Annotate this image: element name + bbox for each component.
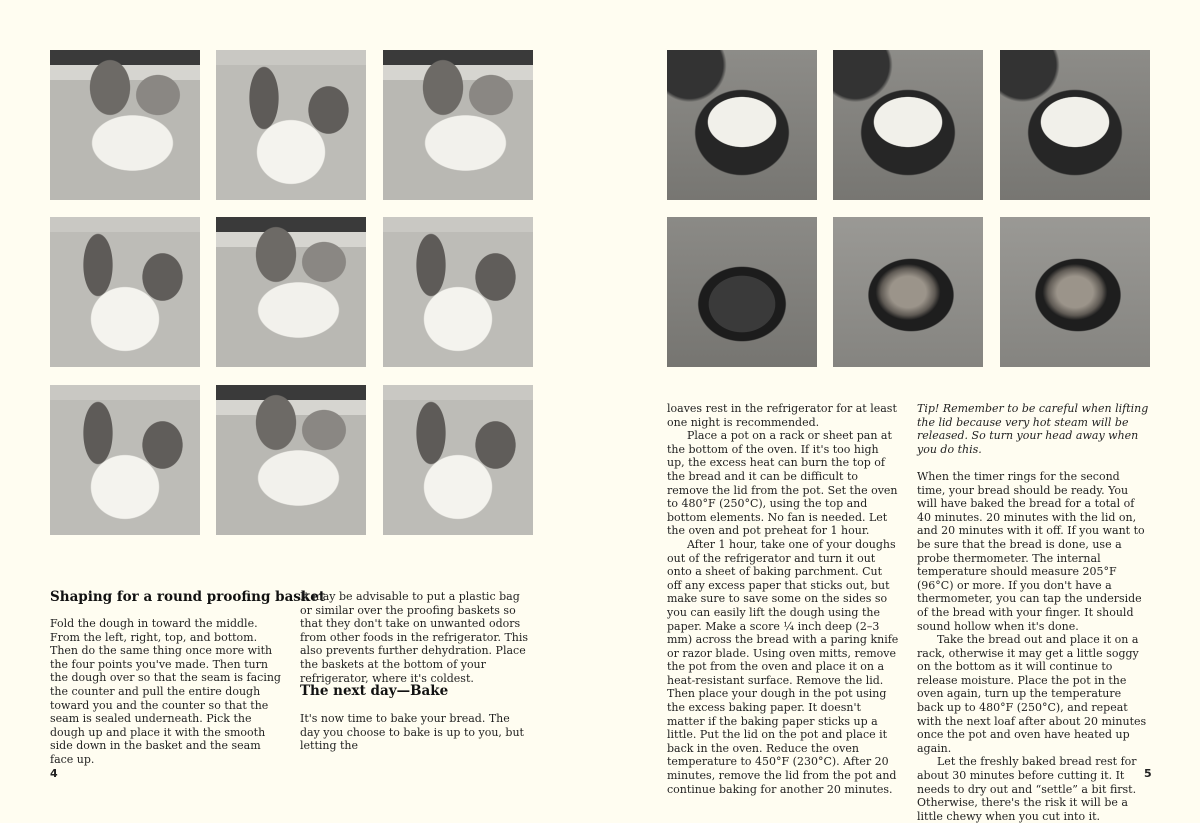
paragraph: Let the freshly baked bread rest for about 30 minutes before cutting it. It needs to dry out and “settle” a bit first. Otherwise, there's the risk it will be a little chewy when you cut into it. xyxy=(917,755,1137,823)
tip-callout: Tip! Remember to be careful when lifting the lid because very hot steam will be released. So turn your head away when you do this. xyxy=(917,402,1149,456)
paragraph: It may be advisable to put a plastic bag or similar over the proofing baskets so that they don't take on unwanted odors from other foods in the refrigerator. This also prevents further dehydration. Place the baskets at the bottom of your refrigerator, where it's coldest. xyxy=(300,590,529,685)
photo-dough-fold-2 xyxy=(216,50,366,200)
photo-dough-pan xyxy=(833,50,983,200)
photo-scoring-dough xyxy=(1000,50,1150,200)
photo-lid-loaf xyxy=(833,217,983,367)
paragraph: Place a pot on a rack or sheet pan at the bottom of the oven. If it's too high up, the excess heat can burn the top of the bread and it can be difficult to remove the lid from the pot. Set the oven to 480°F (250°C), using the top and bottom elements. No fan is needed. Let the oven and pot preheat for 1 hour. xyxy=(667,429,898,538)
paragraph: Take the bread out and place it on a rack, otherwise it may get a little soggy on the bottom as it will continue to release moisture. Place the pot in the oven again, turn up the temperature back up to 480°F (250°C), and repeat with the next loaf after about 20 minutes once the pot and oven have heated up again. xyxy=(917,633,1147,755)
paragraph: After 1 hour, take one of your doughs out of the refrigerator and turn it out onto a sheet of baking parchment. Cut off any excess paper that sticks out, but make sure to save some on the sides so you can easily lift the dough using the paper. Make a score ¼ inch deep (2–3 mm) across the bread with a paring knife or razor blade. Using oven mitts, remove the pot from the oven and place it on a heat-resistant surface. Remove the lid. Then place your dough in the pot using the excess baking paper. It doesn't matter if the baking paper sticks up a little. Put the lid on the pot and place it back in the oven. Reduce the oven temperature to 450°F (230°C). After 20 minutes, remove the lid from the pot and continue baking for another 20 minutes. xyxy=(667,537,899,796)
paragraph: Fold the dough in toward the middle. From the left, right, top, and bottom. Then do the same thing once more with the four points you've made. Then turn the dough over so that the seam is facing the counter and pull the entire dough toward you and the counter so that the seam is sealed underneath. Pick the dough up and place it with the smooth side down in the basket and the seam face up. xyxy=(50,617,281,766)
text-column-finishing xyxy=(917,402,1149,823)
page-number-left: 4 xyxy=(50,767,58,780)
left-page xyxy=(0,0,600,800)
photo-dough-fold-5 xyxy=(216,217,366,367)
right-page xyxy=(600,0,1200,823)
photo-dough-round-9 xyxy=(383,385,533,535)
paragraph: It's now time to bake your bread. The day you choose to bake is up to you, but letting the xyxy=(300,712,524,753)
text-column-shaping xyxy=(50,617,282,767)
photo-pot xyxy=(667,217,817,367)
text-column-refrigerate xyxy=(300,590,532,685)
section-heading-next-day: The next day—Bake xyxy=(300,683,449,699)
text-column-baking-steps xyxy=(667,402,899,796)
photo-baked-loaf xyxy=(1000,217,1150,367)
photo-dough-round-7 xyxy=(50,385,200,535)
photo-basket-pan xyxy=(667,50,817,200)
paragraph: When the timer rings for the second time, your bread should be ready. You will have baked the bread for a total of 40 minutes. 20 minutes with the lid on, and 20 minutes with it off. If you want to be sure that the bread is done, use a probe thermometer. The internal temperature should measure 205°F (96°C) or more. If you don't have a thermometer, you can tap the underside of the bread with your finger. It should sound hollow when it's done. xyxy=(917,469,1145,633)
photo-dough-fold-6 xyxy=(383,217,533,367)
paragraph: loaves rest in the refrigerator for at least one night is recommended. xyxy=(667,402,897,429)
photo-dough-fold-1 xyxy=(50,50,200,200)
text-column-bake xyxy=(300,712,532,753)
photo-dough-fold-4 xyxy=(50,217,200,367)
photo-dough-round-8 xyxy=(216,385,366,535)
section-heading-shaping: Shaping for a round proofing basket xyxy=(50,589,326,605)
page-number-right: 5 xyxy=(1144,767,1152,780)
photo-dough-fold-3 xyxy=(383,50,533,200)
